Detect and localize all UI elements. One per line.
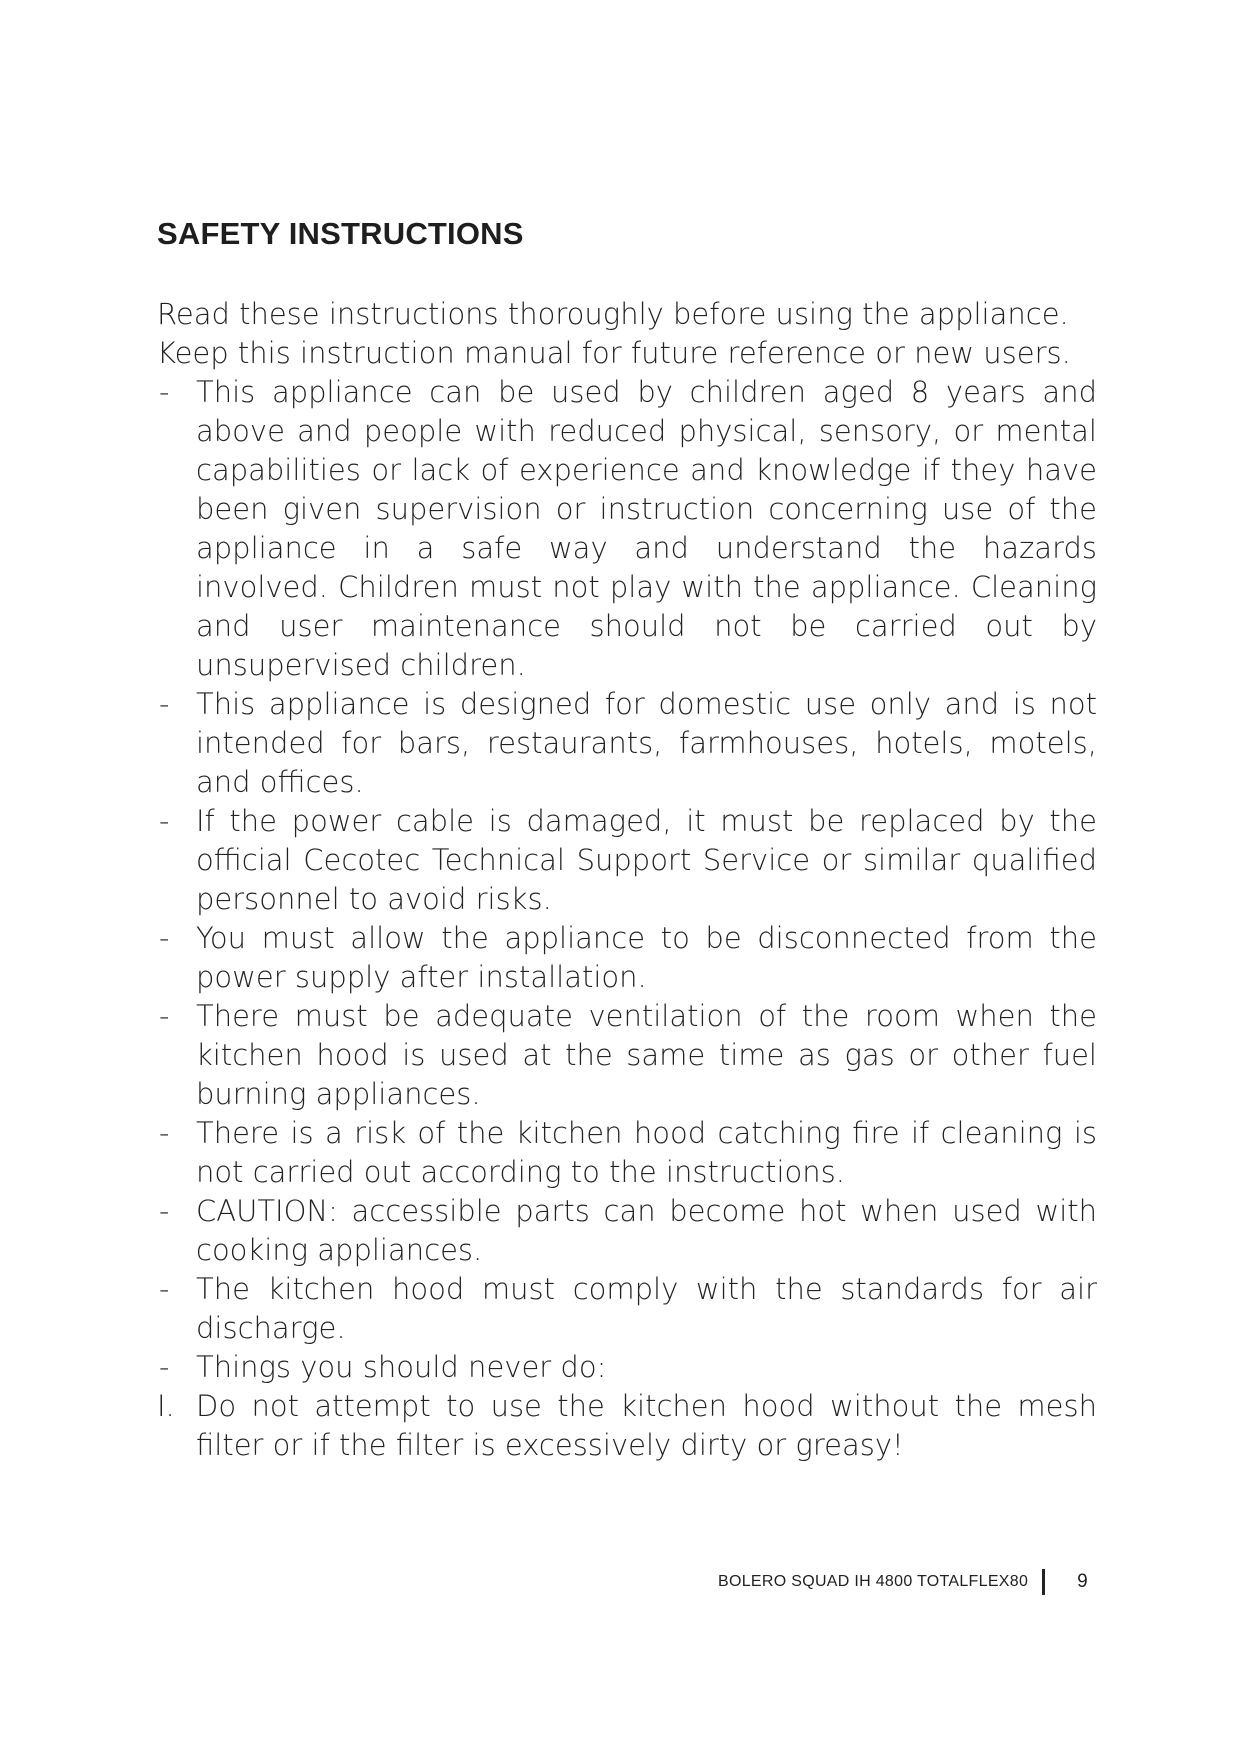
list-item	[157, 1192, 1097, 1270]
page-number: 9	[1077, 1571, 1088, 1592]
list-item-text: The kitchen hood must comply with the standards for air discharge.	[196, 1272, 1097, 1345]
list-item-text: There is a risk of the kitchen hood catching fire if cleaning is not carried out according to the instructions.	[196, 1116, 1097, 1189]
instructions-body	[157, 295, 1097, 1465]
intro-line: Read these instructions thoroughly before using the appliance.	[157, 297, 1069, 331]
list-marker: -	[159, 804, 170, 838]
list-item-text: There must be adequate ventilation of the room when the kitchen hood is used at the same time as gas or other fuel burning appliances.	[196, 999, 1097, 1111]
list-item	[157, 685, 1097, 802]
page-title: SAFETY INSTRUCTIONS	[157, 216, 524, 251]
list-item	[157, 919, 1097, 997]
footer-divider	[1042, 1569, 1045, 1595]
list-item-text: This appliance can be used by children aged 8 years and above and people with reduced physical, sensory, or mental capabilities or lack of experience and knowledge if they have been given supervision or instruction concerning use of the appliance in a safe way and understand the hazards involved. Children must not play with the appliance. Cleaning and user maintenance should not be carried out by unsupervised children.	[196, 375, 1097, 682]
list-item-text: This appliance is designed for domestic use only and is not intended for bars, restaurants, farmhouses, hotels, motels, and offices.	[196, 687, 1097, 799]
list-marker: -	[159, 1272, 170, 1306]
list-item-text: If the power cable is damaged, it must be replaced by the official Cecotec Technical Support Service or similar qualified personnel to avoid risks.	[196, 804, 1097, 916]
list-marker: -	[159, 1116, 170, 1150]
list-item	[157, 802, 1097, 919]
list-marker: I.	[157, 1389, 175, 1423]
page-footer	[718, 1567, 1088, 1597]
list-marker: -	[159, 375, 170, 409]
list-item	[157, 1114, 1097, 1192]
list-item	[157, 997, 1097, 1114]
intro-line: Keep this instruction manual for future reference or new users.	[157, 336, 1071, 370]
footer-model-name: BOLERO SQUAD IH 4800 TOTALFLEX80	[718, 1573, 1029, 1590]
list-marker: -	[159, 999, 170, 1033]
list-item	[157, 1387, 1097, 1465]
list-item	[157, 373, 1097, 685]
list-item-text: Things you should never do:	[196, 1350, 607, 1384]
list-item-text: CAUTION: accessible parts can become hot when used with cooking appliances.	[196, 1194, 1097, 1267]
list-marker: -	[159, 687, 170, 721]
list-item	[157, 1348, 1097, 1387]
list-item-text: You must allow the appliance to be disconnected from the power supply after installation.	[196, 921, 1097, 994]
list-marker: -	[159, 1194, 170, 1228]
list-marker: -	[159, 1350, 170, 1384]
list-item-text: Do not attempt to use the kitchen hood without the mesh filter or if the filter is excessively dirty or greasy!	[196, 1389, 1097, 1462]
list-item	[157, 1270, 1097, 1348]
list-marker: -	[159, 921, 170, 955]
